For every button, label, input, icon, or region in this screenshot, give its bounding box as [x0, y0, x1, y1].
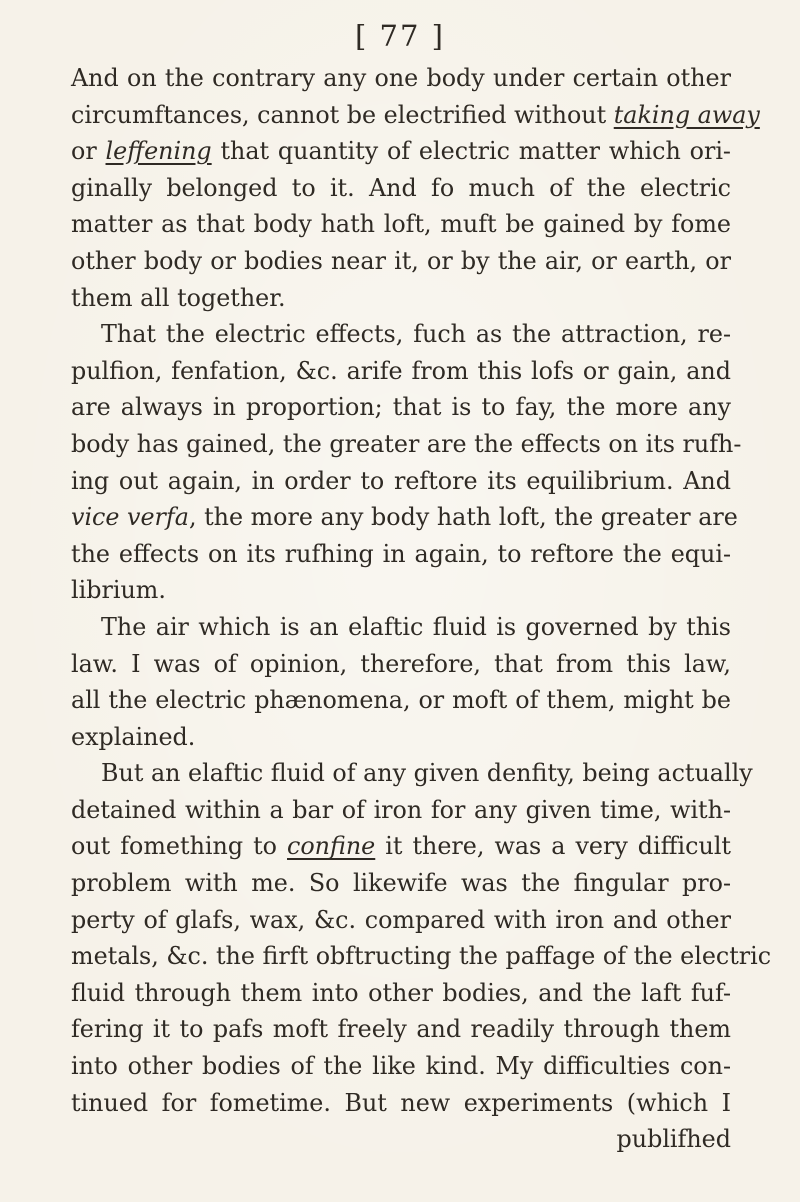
text-line: metals, &c. the firft obftructing the paffage of the electric [71, 942, 772, 971]
emphasis-text: vice verfa [71, 503, 189, 532]
text-line: And on the contrary any one body under certain other [71, 64, 731, 92]
page-number: [ 77 ] [355, 19, 445, 53]
text-line: ing out again, in order to reftore its equilibrium. And [71, 466, 731, 495]
text-line: ginally belonged to it. And fo much of the electric [71, 173, 731, 202]
text-line: the effects on its rufhing in again, to reftore the equi- [71, 539, 731, 568]
text-segment: that quantity of electric matter which ori- [211, 137, 731, 166]
text-line: all the electric phænomena, or moft of them, might be [71, 686, 731, 715]
text-line [71, 133, 731, 170]
text-line: into other bodies of the like kind. My difficulties con- [71, 1052, 731, 1081]
text-segment: circumftances, cannot be electrified without [71, 100, 614, 129]
body-text [71, 60, 772, 1158]
text-line: matter as that body hath loft, muft be gained by fome [71, 210, 731, 239]
text-line: problem with me. So likewife was the fingular pro- [71, 869, 731, 898]
text-line [71, 97, 760, 134]
text-segment: out fomething to [71, 832, 287, 861]
text-line: explained. [71, 722, 196, 751]
text-line: pulfion, fenfation, &c. arife from this lofs or gain, and [71, 356, 731, 385]
text-line: fluid through them into other bodies, and the laft fuf- [71, 978, 731, 1007]
text-line: other body or bodies near it, or by the air, or earth, or [71, 246, 731, 275]
emphasis-text: confine [287, 832, 376, 861]
text-line: body has gained, the greater are the effects on its rufh- [71, 429, 742, 458]
text-line: fering it to pafs moft freely and readily through them [71, 1015, 731, 1044]
text-line: perty of glafs, wax, &c. compared with iron and other [71, 905, 731, 934]
text-line: are always in proportion; that is to fay, the more any [71, 393, 731, 422]
text-line: detained within a bar of iron for any given time, with- [71, 795, 731, 824]
emphasis-text: leffening [105, 137, 212, 166]
text-segment: , the more any body hath loft, the greater are [188, 503, 738, 532]
text-line: The air which is an elaftic fluid is governed by this [101, 612, 731, 641]
text-segment: it there, was a very difficult [375, 832, 731, 861]
text-line: tinued for fometime. But new experiments (which I [71, 1088, 731, 1117]
emphasis-text: taking away [613, 100, 760, 129]
text-line [71, 499, 738, 536]
text-line: librium. [71, 576, 166, 605]
text-line [71, 828, 731, 865]
text-line: But an elaftic fluid of any given denfity, being actually [101, 759, 753, 788]
text-line: That the electric effects, fuch as the attraction, re- [101, 320, 731, 349]
text-line: law. I was of opinion, therefore, that from this law, [71, 649, 731, 678]
text-line: them all together. [71, 283, 286, 312]
text-segment: or [71, 137, 106, 166]
catchword: publifhed [616, 1125, 731, 1154]
